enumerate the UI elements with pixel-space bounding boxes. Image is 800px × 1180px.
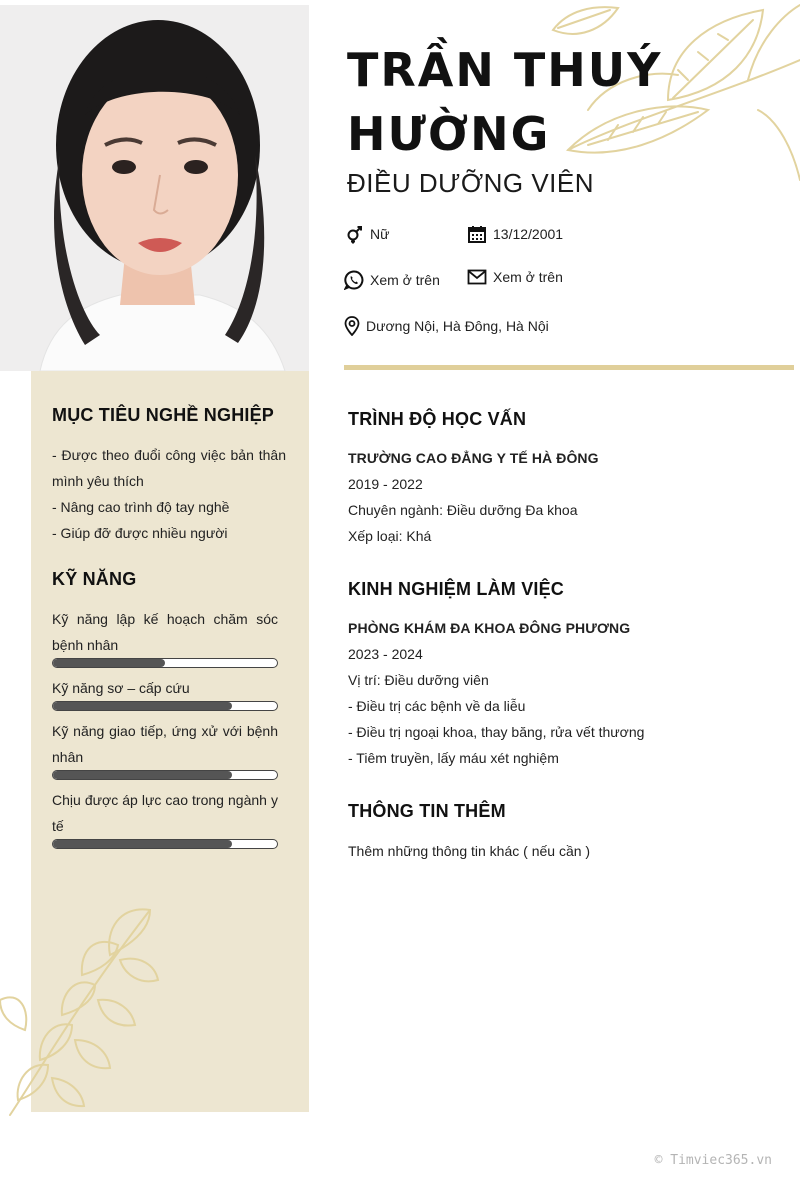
birthdate-value: 13/12/2001 (493, 226, 564, 242)
gender-icon (344, 224, 364, 244)
education-block (348, 445, 778, 549)
skill-bar (52, 770, 278, 780)
gender-value: Nữ (370, 226, 390, 242)
objective-title: MỤC TIÊU NGHỀ NGHIỆP (52, 405, 275, 425)
experience-block (348, 615, 778, 771)
objective-item: - Được theo đuổi công việc bản thân mình yêu thích (52, 447, 286, 489)
experience-title: KINH NGHIỆM LÀM VIỆC (348, 579, 565, 599)
candidate-name: TRẦN THUÝ HƯỜNG (347, 43, 663, 161)
objective-item: - Nâng cao trình độ tay nghề (52, 499, 230, 515)
experience-period: 2023 - 2024 (348, 646, 423, 662)
skill-label: Kỹ năng lập kế hoạch chăm sóc bệnh nhân (52, 611, 278, 653)
experience-line: - Tiêm truyền, lấy máu xét nghiệm (348, 750, 559, 766)
birthdate-info (467, 224, 563, 244)
skill-item (52, 675, 278, 711)
experience-line: Vị trí: Điều dưỡng viên (348, 672, 489, 688)
additional-title: THÔNG TIN THÊM (348, 801, 506, 821)
education-title: TRÌNH ĐỘ HỌC VẤN (348, 409, 527, 429)
skill-bar-fill (53, 771, 232, 779)
objective-list (52, 442, 286, 546)
skill-item (52, 718, 278, 780)
whatsapp-phone-icon (344, 270, 364, 290)
additional-text: Thêm những thông tin khác ( nếu cần ) (348, 843, 591, 859)
experience-line: - Điều trị các bệnh về da liễu (348, 698, 526, 714)
map-pin-icon (344, 316, 360, 336)
email-value: Xem ở trên (493, 269, 563, 285)
education-grade: Xếp loại: Khá (348, 528, 432, 544)
job-title: ĐIỀU DƯỠNG VIÊN (347, 168, 595, 198)
skill-bar (52, 701, 278, 711)
skill-bar-fill (53, 659, 165, 667)
education-period: 2019 - 2022 (348, 476, 423, 492)
objective-item: - Giúp đỡ được nhiều người (52, 525, 228, 541)
skills-title: KỸ NĂNG (52, 569, 137, 589)
skill-item (52, 787, 278, 849)
profile-photo (0, 5, 309, 371)
email-info (467, 268, 563, 286)
school-name: TRƯỜNG CAO ĐẲNG Y TẾ HÀ ĐÔNG (348, 450, 599, 466)
address-value: Dương Nội, Hà Đông, Hà Nội (366, 318, 549, 334)
skill-label: Chịu được áp lực cao trong ngành y tế (52, 792, 278, 834)
skill-bar (52, 658, 278, 668)
skill-bar-fill (53, 840, 232, 848)
footer-watermark: © Timviec365.vn (654, 1153, 772, 1168)
address-info (344, 316, 549, 336)
skill-bar-fill (53, 702, 232, 710)
skill-item (52, 606, 278, 668)
gender-info (344, 224, 389, 244)
header-divider (344, 365, 794, 370)
company-name: PHÒNG KHÁM ĐA KHOA ĐÔNG PHƯƠNG (348, 620, 631, 636)
skill-label: Kỹ năng sơ – cấp cứu (52, 680, 190, 696)
skill-bar (52, 839, 278, 849)
leaf-decoration-bottom (0, 900, 160, 1120)
education-major: Chuyên ngành: Điều dưỡng Đa khoa (348, 502, 578, 518)
calendar-icon (467, 224, 487, 244)
skill-label: Kỹ năng giao tiếp, ứng xử với bệnh nhân (52, 723, 278, 765)
phone-info (344, 270, 440, 290)
experience-line: - Điều trị ngoại khoa, thay băng, rửa vết thương (348, 724, 645, 740)
phone-value: Xem ở trên (370, 272, 440, 288)
envelope-icon (467, 268, 487, 286)
